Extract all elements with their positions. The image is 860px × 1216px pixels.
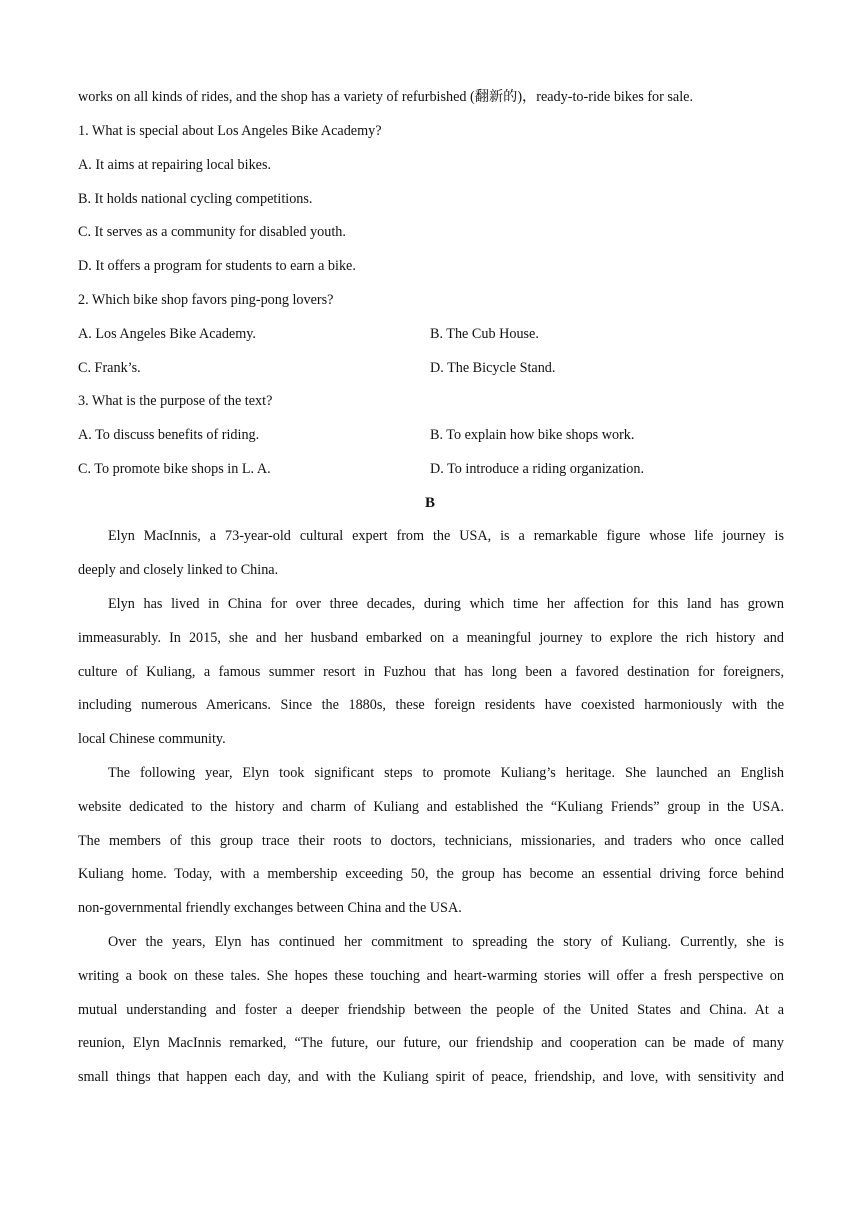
paragraph-line: Over the years, Elyn has continued her commitment to spreading the story of Kuliang. Currently, she is	[108, 934, 784, 950]
question-1-option-d: D. It offers a program for students to earn a bike.	[78, 258, 356, 274]
question-1-option-b: B. It holds national cycling competitions.	[78, 191, 313, 207]
question-2-option-a: A. Los Angeles Bike Academy.	[78, 326, 256, 342]
paragraph-line: including numerous Americans. Since the 1880s, these foreign residents have coexisted harmoniously with the	[78, 697, 784, 714]
paragraph-line: website dedicated to the history and charm of Kuliang and established the “Kuliang Friends” group in the USA.	[78, 798, 784, 815]
question-1-option-c: C. It serves as a community for disabled youth.	[78, 224, 346, 240]
paragraph-line: The following year, Elyn took significant steps to promote Kuliang’s heritage. She launched an English	[108, 765, 784, 781]
paragraph-line: non-governmental friendly exchanges between China and the USA.	[78, 900, 462, 917]
paragraph-line: immeasurably. In 2015, she and her husband embarked on a meaningful journey to explore the rich history and	[78, 629, 784, 646]
question-1-option-a: A. It aims at repairing local bikes.	[78, 157, 272, 173]
paragraph-line: Elyn MacInnis, a 73-year-old cultural expert from the USA, is a remarkable figure whose life journey is	[108, 528, 784, 544]
paragraph-line: culture of Kuliang, a famous summer resort in Fuzhou that has long been a favored destination for foreigners,	[78, 663, 784, 680]
question-3-stem: 3. What is the purpose of the text?	[78, 393, 273, 409]
question-3-option-a: A. To discuss benefits of riding.	[78, 427, 260, 443]
paragraph-line: writing a book on these tales. She hopes these touching and heart-warming stories will offer a fresh perspective on	[78, 967, 784, 984]
question-2-stem: 2. Which bike shop favors ping-pong lovers?	[78, 292, 334, 308]
passage-paragraph-2	[78, 594, 784, 763]
passage-paragraph-3	[78, 763, 784, 932]
section-heading: B	[424, 495, 435, 511]
paragraph-line: reunion, Elyn MacInnis remarked, “The future, our future, our friendship and cooperation can be made of many	[78, 1035, 784, 1052]
paragraph-line: mutual understanding and foster a deeper friendship between the people of the United States and China. At a	[78, 1001, 784, 1018]
question-2-option-b: B. The Cub House.	[430, 326, 539, 342]
paragraph-line: Elyn has lived in China for over three decades, during which time her affection for this land has grown	[108, 596, 784, 612]
paragraph-line: The members of this group trace their roots to doctors, technicians, missionaries, and traders who once called	[78, 832, 784, 849]
question-3-option-d: D. To introduce a riding organization.	[430, 461, 645, 477]
passage-a-closing-line: works on all kinds of rides, and the shop has a variety of refurbished (翻新的)，ready-to-ride bikes for sale.	[78, 89, 694, 105]
question-2-option-d: D. The Bicycle Stand.	[430, 360, 556, 376]
passage-paragraph-4	[78, 932, 784, 1101]
question-1-stem: 1. What is special about Los Angeles Bike Academy?	[78, 123, 382, 139]
paragraph-line: deeply and closely linked to China.	[78, 561, 279, 578]
paragraph-line: small things that happen each day, and with the Kuliang spirit of peace, friendship, and love, with sensitivity and	[78, 1069, 784, 1086]
question-3-option-c: C. To promote bike shops in L. A.	[78, 461, 271, 477]
passage-paragraph-1	[78, 526, 784, 594]
question-2-option-c: C. Frank’s.	[78, 360, 141, 376]
paragraph-line: Kuliang home. Today, with a membership exceeding 50, the group has become an essential driving force behind	[78, 866, 784, 883]
question-3-option-b: B. To explain how bike shops work.	[430, 427, 635, 443]
paragraph-line: local Chinese community.	[78, 731, 226, 748]
